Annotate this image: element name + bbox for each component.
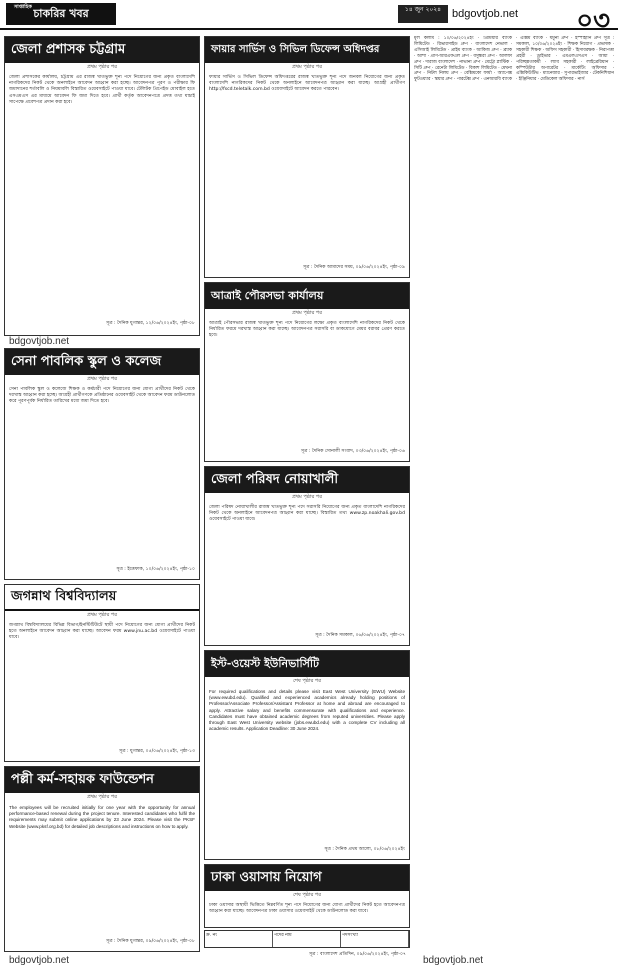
ad-title: জেলা প্রশাসক চট্টগ্রাম [5, 37, 199, 63]
table-header-cell: পদসংখ্যা [341, 931, 409, 947]
ad-sub: প্রথম পৃষ্ঠার পর [87, 612, 117, 618]
ad-source: সূত্র : বাংলাদেশ প্রতিদিন, ০৯/০৬/২০২৪ইং, পৃষ্ঠা-০৭ [309, 952, 406, 957]
ad-dhaka-wasa [204, 864, 410, 928]
ad-cantonment [4, 348, 200, 580]
ad-noakhali [204, 466, 410, 646]
ad-title: ইস্ট-ওয়েস্ট ইউনিভার্সিটি [205, 651, 409, 677]
ad-body: ফায়ার সার্ভিস ও সিভিল ডিফেন্স অধিদপ্তরের রাজস্ব খাতভুক্ত শূন্য পদে জনবল নিয়োগের জন্য প্রকৃত বাংলাদেশি নাগরিকদের নিকট থেকে অনলাইনে আবেদনপত্র আহ্বান করা যাচ্ছে। আগ্রহী প্রার্থীগণ http://fscd.teletalk.com.bd ওয়েবসাইটে আবেদন করতে পারবেন। [209, 75, 405, 93]
ad-body: জেলা প্রশাসকের কার্যালয়, চট্টগ্রাম এর রাজস্ব খাতভুক্ত শূন্য পদে নিয়োগের জন্য প্রকৃত বাংলাদেশি নাগরিকদের নিকট থেকে অনলাইনে আবেদন আহ্বান করা হচ্ছে। আবেদনপত্র পূরণ ও পরীক্ষার ফি জমাদানের শর্তাবলি ও নিয়মাবলি বিস্তারিত ওয়েবসাইটে পাওয়া যাবে। টেলিটক প্রিপেইড মোবাইল হতে এসএমএস এর মাধ্যমে আবেদন ফি জমা দিতে হবে। প্রার্থী কর্তৃক আবেদনপত্রে প্রদত্ত তথ্য যাচাই সাপেক্ষে প্রবেশপত্র প্রদান করা হবে। [9, 75, 195, 105]
watermark: bdgovtjob.net [6, 955, 72, 966]
table-header-cell: ক্র. নং [205, 931, 273, 947]
ad-fire-service [204, 36, 410, 278]
ad-chattogram [4, 36, 200, 336]
ad-title: ঢাকা ওয়াসায় নিয়োগ [205, 865, 409, 891]
listing-text: সূত্র : সমকাল, ১০/০৬/২০২৪ইং · শিক্ষক নিয়োগ · প্রভাষক · সহকারী শিক্ষক · অফিস সহকারী · হিসাবরক্ষক · নিরাপত্তা প্রহরী · ড্রাইভার · এমএলএসএস · আয়া · পরিচ্ছন্নতাকর্মী · ল্যাব সহকারী · লাইব্রেরিয়ান · কম্পিউটার অপারেটর · মার্কেটিং অফিসার · এক্সিকিউটিভ · ম্যানেজার · সুপারভাইজার · টেকনিশিয়ান · ইঞ্জিনিয়ার · মেডিকেল অফিসার · নার্স [516, 36, 614, 83]
ad-title: সেনা পাবলিক স্কুল ও কলেজ [5, 349, 199, 375]
ad-sub: প্রথম পৃষ্ঠার পর [292, 64, 322, 70]
ad-body: For required qualifications and details please visit East West University (EWU) Website (www.ewubd.edu). Qualified and experienced academics already holding positions of Professor/Associate Professor/Assistant Professor at home and abroad are encouraged to apply. Attractive salary and benefits commensurate with qualifications and experience. Candidates must have obtained academic degrees from reputed universities. Please apply through East West University website (jobs.ewubd.edu) with a complete CV including all academic results. Application Deadline: 30 June 2024. [209, 689, 405, 732]
ad-sub: প্রথম পৃষ্ঠার পর [292, 494, 322, 500]
masthead [0, 0, 618, 36]
ad-source: সূত্র : দৈনিক আমাদের সময়, ০৯/০৬/২০২৪ইং, পৃষ্ঠা-০৯ [303, 265, 405, 270]
ad-body: জেলা পরিষদ নোয়াখালীর রাজস্ব খাতভুক্ত শূন্য পদে সরাসরি নিয়োগের জন্য প্রকৃত বাংলাদেশি নাগরিকদের নিকট থেকে অনলাইনে আবেদনপত্র আহ্বান করা যাচ্ছে। বিস্তারিত তথ্য www.zp.noakhali.gov.bd ওয়েবসাইটে পাওয়া যাবে। [209, 505, 405, 523]
watermark: bdgovtjob.net [6, 336, 72, 347]
ad-source: সূত্র : দৈনিক যুগান্তর, ০৯/০৬/২০২৪ইং, পৃষ্ঠা-০৮ [106, 939, 195, 944]
site-url[interactable]: bdgovtjob.net [452, 8, 519, 20]
ad-source: সূত্র : ইত্তেফাক, ১০/০৬/২০২৪ইং, পৃষ্ঠা-১০ [116, 567, 195, 572]
job-listing-column [414, 36, 614, 951]
ad-source: সূত্র : দৈনিক সমকাল, ০৬/০৬/২০২৪ইং, পৃষ্ঠা-০৭ [315, 633, 405, 638]
ad-sub: প্রথম পৃষ্ঠার পর [87, 794, 117, 800]
vacancy-table-header [204, 930, 410, 948]
ad-source: সূত্র : দৈনিক যুগান্তর, ১২/০৬/২০২৪ইং, পৃষ্ঠা-০৮ [106, 321, 195, 326]
ad-sub: প্রথম পৃষ্ঠার পর [292, 310, 322, 316]
ad-title: ফায়ার সার্ভিস ও সিভিল ডিফেন্স অধিদপ্তর [205, 37, 409, 63]
ad-source: সূত্র : দৈনিক প্রথম আলো, ০৮/০৬/২০২৪ইং [324, 847, 405, 852]
page-number: ০৩ [576, 6, 610, 36]
ad-east-west [204, 650, 410, 860]
ad-sub: শেষ পৃষ্ঠার পর [293, 678, 321, 684]
brand-logo [6, 3, 116, 25]
ad-title: আত্রাই পৌরসভা কার্যালয় [205, 283, 409, 309]
date-badge: ১৪ জুন ২০২৪ [398, 5, 448, 23]
ad-sub: শেষ পৃষ্ঠার পর [293, 892, 321, 898]
ad-source: সূত্র : যুগান্তর, ০৫/০৬/২০২৪ইং, পৃষ্ঠা-১৩ [119, 749, 195, 754]
ad-pkss [4, 766, 200, 952]
brand-name: চাকরির খবর [33, 6, 89, 20]
ad-sub: প্রথম পৃষ্ঠার পর [87, 376, 117, 382]
watermark: bdgovtjob.net [420, 955, 486, 966]
ad-atrai [204, 282, 410, 462]
table-header-cell: পদের নাম [273, 931, 341, 947]
ad-body: সেনা পাবলিক স্কুল ও কলেজে শিক্ষক ও কর্মচারী পদে নিয়োগের জন্য যোগ্য প্রার্থীদের নিকট থেকে দরখাস্ত আহ্বান করা হচ্ছে। আগ্রহী প্রার্থীগণকে প্রতিষ্ঠানের ওয়েবসাইট থেকে আবেদন ফরম ডাউনলোড করে পূরণপূর্বক নির্ধারিত তারিখের মধ্যে জমা দিতে হবে। [9, 387, 195, 405]
ad-body: ঢাকা ওয়াসার অস্থায়ী ভিত্তিতে নিম্নবর্ণিত শূন্য পদে নিয়োগের জন্য যোগ্য প্রার্থীদের নিকট হতে আবেদনপত্র আহ্বান করা যাচ্ছে। আবেদনপত্র ঢাকা ওয়াসার ওয়েবসাইট থেকে ডাউনলোড করা যাবে। [209, 903, 405, 915]
listing-text: মূল কলাম : ১০/০৬/২০২৪ইং · প্রিমিয়ার ব্যাংক লিমিটেড · রিভারসাইড গ্রুপ · বাংলাদেশ নেভাল · এসিআই লিমিটেড · প্রাইম ব্যাংক · আকিজ গ্রুপ · ব্র্যাক · আশা · প্রাণ-আরএফএল গ্রুপ · বসুন্ধরা গ্রুপ · আলফা গ্রুপ · দারাজ বাংলাদেশ · নাভানা গ্রুপ · মেট্রো প্লাস্টিক · সিটি গ্রুপ · রেনেটা লিমিটেড · বিকাশ লিমিটেড · মেঘনা গ্রুপ · নিটল নিলয় গ্রুপ · বেক্সিমকো ফার্মা · অ্যাপেক্স ফুটওয়্যার · স্কয়ার গ্রুপ · পারটেক্স গ্রুপ · এনআরবি ব্যাংক · এক্সিম ব্যাংক · যমুনা গ্রুপ · ইস্পাহানি গ্রুপ [414, 36, 602, 83]
ad-title: জগন্নাথ বিশ্ববিদ্যালয় [5, 585, 199, 611]
brand-sub: সাপ্তাহিক [14, 4, 32, 10]
ad-title: জেলা পরিষদ নোয়াখালী [205, 467, 409, 493]
ad-body: The employees will be recruited initially for one year with the opportunity for annual performance-based renewal during the project tenure. Interested candidates who fulfil the requirements may submit online applications by 23 June 2024. Please visit the PKSF Website (www.pksf.org.bd) for detailed job descriptions and instructions on how to apply. [9, 805, 195, 829]
ad-jagannath [4, 584, 200, 762]
ad-body: আত্রাই পৌরসভার রাজস্ব খাতভুক্ত শূন্য পদে নিয়োগের লক্ষ্যে প্রকৃত বাংলাদেশি নাগরিকদের নিকট থেকে নির্ধারিত ফরমে দরখাস্ত আহ্বান করা যাচ্ছে। আবেদনপত্র সরাসরি বা ডাকযোগে মেয়র বরাবর প্রেরণ করতে হবে। [209, 321, 405, 339]
ad-sub: প্রথম পৃষ্ঠার পর [87, 64, 117, 70]
ad-title: পল্লী কর্ম-সহায়ক ফাউন্ডেশন [5, 767, 199, 793]
ad-body: জগন্নাথ বিশ্ববিদ্যালয়ের বিভিন্ন বিভাগ/ইনস্টিটিউটে স্থায়ী পদে নিয়োগের জন্য যোগ্য প্রার্থীদের নিকট হতে অনলাইনে আবেদন আহ্বান করা যাচ্ছে। আবেদন ফরম www.jnu.ac.bd ওয়েবসাইটে পাওয়া যাবে। [9, 623, 195, 641]
ad-source: সূত্র : দৈনিক সোনালী সংবাদ, ০৩/০৬/২০২৪ইং, পৃষ্ঠা-০৬ [301, 449, 405, 454]
